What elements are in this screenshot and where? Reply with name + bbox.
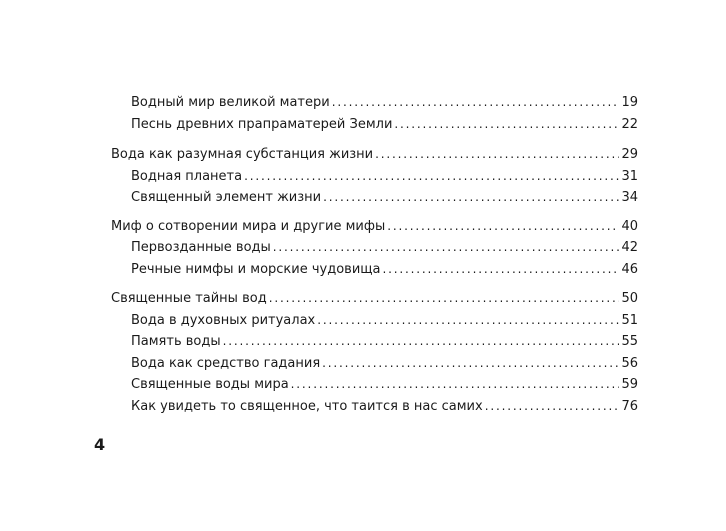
- dot-leader: [323, 188, 619, 206]
- toc-entry-page: 31: [621, 169, 638, 184]
- dot-leader: [244, 167, 619, 185]
- toc-section-title: Вода как разумная субстанция жизни: [111, 147, 374, 162]
- toc-section-page: 40: [621, 219, 638, 234]
- dot-leader: [394, 115, 619, 133]
- toc-entry-title: Священный элемент жизни: [131, 190, 322, 205]
- dot-leader: [273, 238, 620, 256]
- toc-entry: [131, 115, 638, 134]
- dot-leader: [269, 289, 620, 307]
- toc-entry-title: Как увидеть то священное, что таится в нас самих: [131, 399, 483, 414]
- toc-entry: [131, 397, 638, 416]
- toc-entry-page: 34: [621, 190, 638, 205]
- toc-entry-title: Первозданные воды: [131, 240, 271, 255]
- toc-entry: [131, 311, 638, 330]
- toc-entry: [131, 238, 638, 257]
- toc-entry-page: 51: [621, 313, 638, 328]
- toc-section-page: 50: [621, 291, 638, 306]
- toc-entry-page: 55: [621, 334, 638, 349]
- toc-entry-title: Вода как средство гадания: [131, 356, 321, 371]
- toc-entry: [131, 93, 638, 112]
- dot-leader: [317, 311, 619, 329]
- toc-entry-page: 19: [621, 95, 638, 110]
- toc-entry: [131, 354, 638, 373]
- toc-entry-page: 59: [621, 377, 638, 392]
- toc-section-title: Миф о сотворении мира и другие мифы: [111, 219, 386, 234]
- toc-entry-title: Водная планета: [131, 169, 243, 184]
- toc-section: [111, 145, 638, 164]
- toc-entry-page: 76: [621, 399, 638, 414]
- toc-entry: [131, 375, 638, 394]
- toc-entry-title: Водный мир великой матери: [131, 95, 330, 110]
- toc-entry: [131, 260, 638, 279]
- toc-entry-page: 46: [621, 262, 638, 277]
- page-number: 4: [94, 435, 106, 454]
- toc-entry: [131, 188, 638, 207]
- toc-entry-page: 56: [621, 356, 638, 371]
- dot-leader: [332, 93, 620, 111]
- dot-leader: [387, 217, 619, 235]
- dot-leader: [322, 354, 619, 372]
- toc-section: [111, 289, 638, 308]
- toc-entry: [131, 167, 638, 186]
- dot-leader: [291, 375, 620, 393]
- toc-entry-title: Песнь древних прапраматерей Земли: [131, 117, 393, 132]
- toc-section-title: Священные тайны вод: [111, 291, 267, 306]
- toc-section-page: 29: [621, 147, 638, 162]
- dot-leader: [223, 332, 620, 350]
- toc-entry-page: 22: [621, 117, 638, 132]
- dot-leader: [383, 260, 620, 278]
- toc-entry: [131, 332, 638, 351]
- dot-leader: [485, 397, 620, 415]
- toc-entry-title: Память воды: [131, 334, 221, 349]
- toc-section: [111, 217, 638, 236]
- toc-entry-page: 42: [621, 240, 638, 255]
- toc-entry-title: Речные нимфы и морские чудовища: [131, 262, 381, 277]
- toc-entry-title: Священные воды мира: [131, 377, 289, 392]
- toc-entry-title: Вода в духовных ритуалах: [131, 313, 316, 328]
- dot-leader: [375, 145, 619, 163]
